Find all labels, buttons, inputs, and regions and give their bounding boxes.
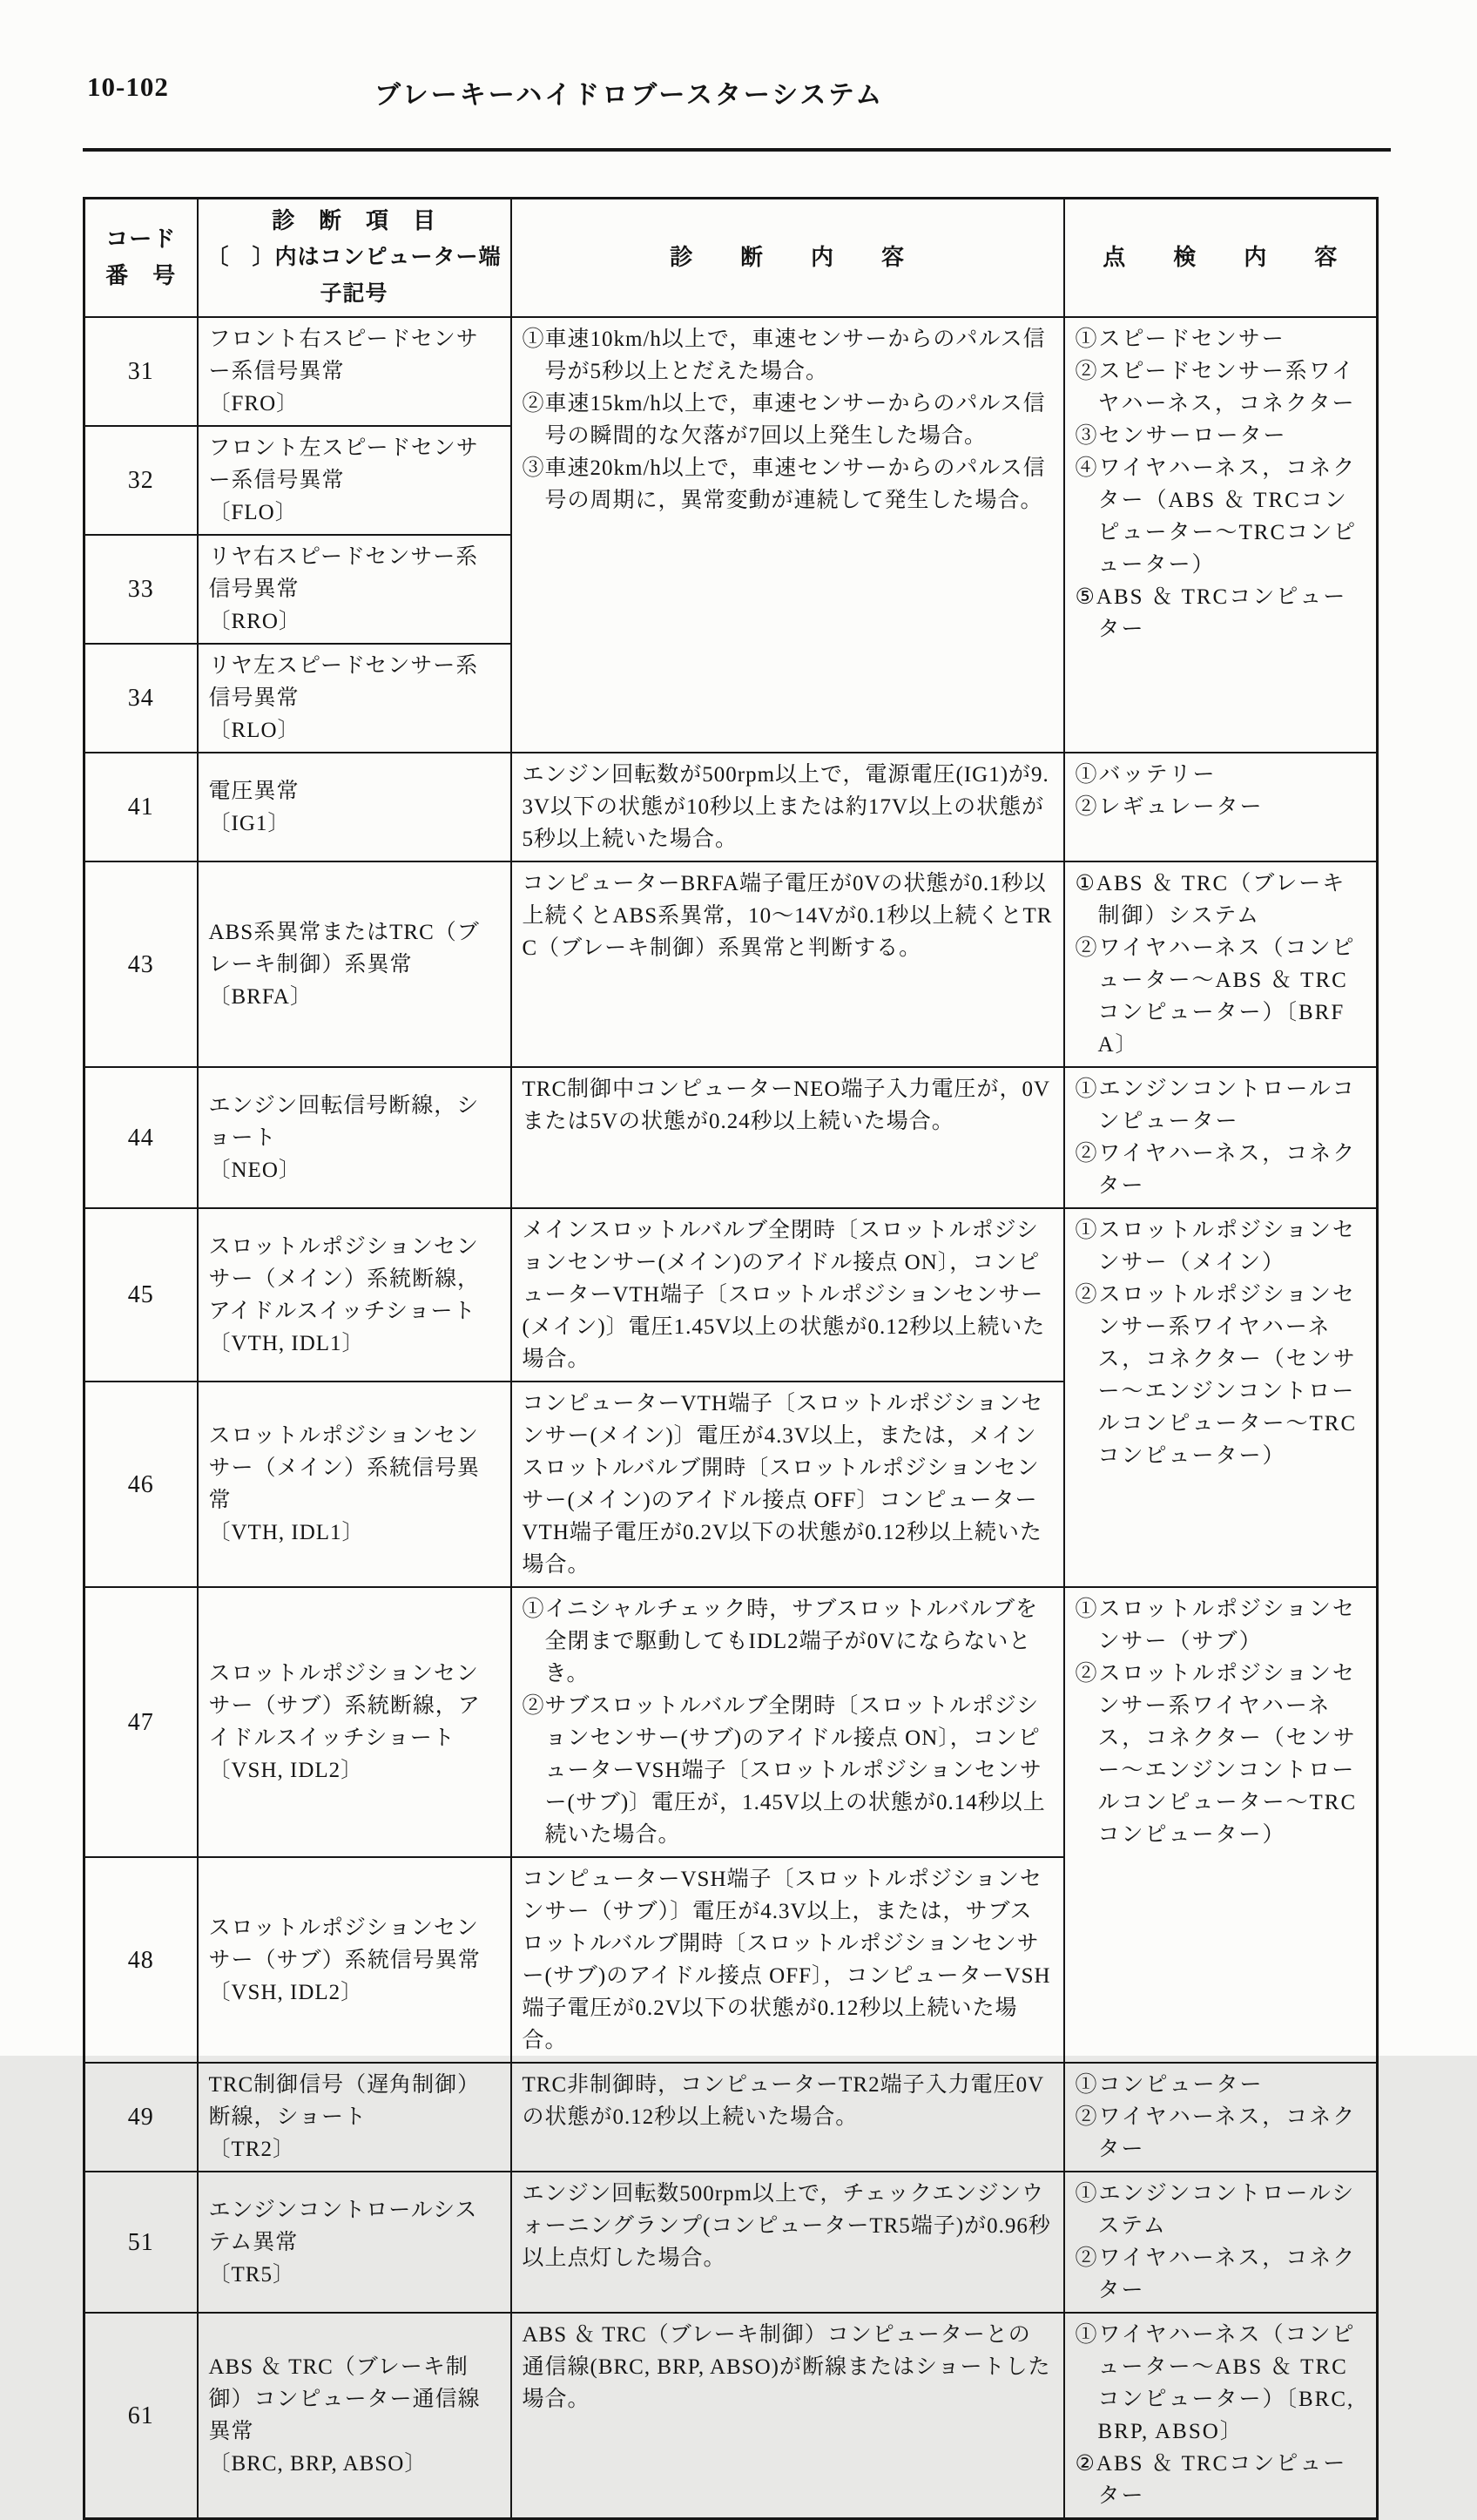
item-name: 電圧異常 [208,779,300,803]
inspection-item: ②ABS ＆ TRCコンピューター [1075,2452,1347,2508]
inspection-item: ①エンジンコントロールコンピューター [1075,1078,1356,1133]
col-header-item-line1: 診 断 項 目 [271,208,436,233]
table-header-row [84,199,1378,318]
item-cell-45 [198,1208,511,1382]
diagnosis-cell-43 [511,861,1064,1067]
diagnosis-item: ①イニシャルチェック時，サブスロットルバルブを全閉まで駆動してもIDL2端子が0Vにならないとき。 [522,1598,1039,1686]
code-cell-51: 51 [84,2172,198,2313]
item-name: フロント左スピードセンサー系信号異常 [208,436,479,492]
item-name: ABS系異常またはTRC（ブレーキ制御）系異常 [208,920,480,976]
diagnosis-cell-61 [511,2313,1064,2519]
header-rule [83,148,1391,152]
code-cell-49: 49 [84,2063,198,2172]
inspection-item: ①ワイヤハーネス（コンピューター～ABS ＆ TRCコンピューター）〔BRC, BRP, ABSO〕 [1075,2323,1356,2443]
table-row-49 [84,2063,1378,2172]
col-header-inspection-label: 点 検 内 容 [1103,245,1339,270]
code-cell-61: 61 [84,2313,198,2519]
item-cell-46 [198,1382,511,1587]
item-name: エンジン回転信号断線，ショート [208,1093,480,1150]
diagnosis-item: TRC制御中コンピューターNEO端子入力電圧が，0Vまたは5Vの状態が0.24秒以上続いた場合。 [522,1078,1051,1133]
inspection-item: ①エンジンコントロールシステム [1075,2182,1356,2238]
item-name: フロント右スピードセンサー系信号異常 [208,328,479,383]
diagnosis-cell-51 [511,2172,1064,2313]
code-cell-33: 33 [84,535,198,644]
diagnosis-cell-46 [511,1382,1064,1587]
item-terminal: 〔TR5〕 [208,2262,295,2287]
inspection-item: ③センサーローター [1075,424,1287,448]
inspection-cell-43 [1064,861,1378,1067]
table-row-47 [84,1587,1378,1857]
diagnosis-item: エンジン回転数が500rpm以上で，電源電圧(IG1)が9.3V以下の状態が10秒以上または約17V以上の状態が5秒以上続いた場合。 [522,763,1049,851]
inspection-item: ②ワイヤハーネス，コネクター [1075,1142,1357,1198]
inspection-item: ④ワイヤハーネス，コネクター（ABS ＆ TRCコンピューター～TRCコンピューター） [1075,456,1358,577]
table-row-44 [84,1067,1378,1208]
inspection-item: ②スロットルポジションセンサー系ワイヤハーネス，コネクター（センサー～エンジンコントロールコンピューター～TRC コンピューター） [1075,1283,1358,1468]
page-number: 10-102 [87,71,169,102]
item-cell-31 [198,317,511,426]
diagnosis-cell-31-34 [511,317,1064,753]
inspection-item: ①バッテリー [1075,763,1217,787]
inspection-cell-49 [1064,2063,1378,2172]
diagnosis-item: ②車速15km/h以上で，車速センサーからのパルス信号の瞬間的な欠落が7回以上発生した場合。 [522,392,1046,448]
inspection-item: ①ABS ＆ TRC（ブレーキ制御）システム [1075,872,1346,928]
item-name: リヤ左スピードセンサー系信号異常 [208,654,479,710]
item-name: スロットルポジションセンサー（サブ）系統断線，アイドルスイッチショート [208,1662,481,1750]
diagnosis-cell-47 [511,1587,1064,1857]
col-header-code-line1: コード [105,226,177,252]
item-terminal: 〔VSH, IDL2〕 [208,1980,364,2004]
item-terminal: 〔VSH, IDL2〕 [208,1759,364,1782]
table-row-61 [84,2313,1378,2519]
item-terminal: 〔BRC, BRP, ABSO〕 [208,2452,428,2476]
table-row-31 [84,317,1378,426]
inspection-cell-44 [1064,1067,1378,1208]
diagnosis-item: ABS ＆ TRC（ブレーキ制御）コンピューターとの通信線(BRC, BRP, ABSO)が断線またはショートした場合。 [522,2323,1051,2411]
item-cell-43 [198,861,511,1067]
item-name: ABS ＆ TRC（ブレーキ制御）コンピューター通信線異常 [208,2355,481,2443]
item-terminal: 〔VTH, IDL1〕 [208,1521,365,1544]
diagnosis-item: TRC非制御時，コンピューターTR2端子入力電圧0Vの状態が0.12秒以上続いた場合。 [522,2073,1045,2129]
item-terminal: 〔TR2〕 [208,2138,295,2161]
code-cell-48: 48 [84,1857,198,2063]
inspection-cell-61 [1064,2313,1378,2519]
diagnosis-item: ①車速10km/h以上で，車速センサーからのパルス信号が5秒以上とだえた場合。 [522,328,1046,383]
item-name: スロットルポジションセンサー（サブ）系統信号異常 [208,1915,481,1972]
inspection-cell-45-46 [1064,1208,1378,1587]
code-cell-32: 32 [84,426,198,535]
inspection-item: ②ワイヤハーネス，コネクター [1075,2246,1357,2302]
code-cell-43: 43 [84,861,198,1067]
diagnosis-item: コンピューターBRFA端子電圧が0Vの状態が0.1秒以上続くとABS系異常，10～14Vが0.1秒以上続くとTRC（ブレーキ制御）系異常と判断する。 [522,872,1053,960]
diagnosis-item: エンジン回転数500rpm以上で，チェックエンジンウォーニングランプ(コンピューターTR5端子)が0.96秒以上点灯した場合。 [522,2182,1051,2270]
table-row-41 [84,753,1378,861]
inspection-item: ①コンピューター [1075,2073,1264,2097]
diagnosis-item: ②サブスロットルバルブ全閉時〔スロットルポジションセンサー(サブ)のアイドル接点 ON〕，コンピューターVSH端子〔スロットルポジションセンサー(サブ)〕電圧が，1.45V以上の状態が0.14秒以上続いた場合。 [522,1694,1046,1847]
col-header-code-line2: 番 号 [105,263,177,288]
item-name: スロットルポジションセンサー（メイン）系統断線，アイドルスイッチショート [208,1234,481,1323]
item-name: リヤ右スピードセンサー系信号異常 [208,545,479,601]
item-cell-33 [198,535,511,644]
code-cell-44: 44 [84,1067,198,1208]
col-header-item [198,199,511,318]
code-cell-34: 34 [84,644,198,753]
col-header-inspection [1064,199,1378,318]
item-terminal: 〔FRO〕 [208,392,300,415]
inspection-item: ②レギュレーター [1075,795,1264,819]
table-row-51 [84,2172,1378,2313]
code-cell-46: 46 [84,1382,198,1587]
inspection-cell-41 [1064,753,1378,861]
item-terminal: 〔IG1〕 [208,811,291,835]
item-cell-47 [198,1587,511,1857]
item-terminal: 〔NEO〕 [208,1158,301,1182]
code-cell-45: 45 [84,1208,198,1382]
diagnosis-cell-45 [511,1208,1064,1382]
inspection-item: ⑤ABS ＆ TRCコンピューター [1075,585,1347,641]
inspection-cell-47-48 [1064,1587,1378,2063]
inspection-item: ①スロットルポジションセンサー（サブ） [1075,1598,1356,1653]
item-terminal: 〔FLO〕 [208,501,298,524]
item-cell-61 [198,2313,511,2519]
diagnosis-cell-41 [511,753,1064,861]
code-cell-41: 41 [84,753,198,861]
inspection-cell-51 [1064,2172,1378,2313]
inspection-item: ②スロットルポジションセンサー系ワイヤハーネス，コネクター（センサー～エンジンコントロールコンピューター～TRC コンピューター） [1075,1662,1358,1847]
item-cell-32 [198,426,511,535]
col-header-code [84,199,198,318]
item-name: TRC制御信号（遅角制御）断線，ショート [208,2073,481,2129]
item-terminal: 〔VTH, IDL1〕 [208,1331,365,1355]
col-header-item-line2: 〔 〕内はコンピューター端子記号 [206,246,502,306]
diagnosis-item: コンピューターVTH端子〔スロットルポジションセンサー(メイン)〕電圧が4.3V以上，または，メインスロットルバルブ開時〔スロットルポジションセンサー(メイン)のアイドル接点 OFF〕コンピューターVTH端子電圧が0.2V以下の状態が0.12秒以上続いた場合。 [522,1392,1044,1577]
item-cell-48 [198,1857,511,2063]
code-cell-31: 31 [84,317,198,426]
code-cell-47: 47 [84,1587,198,1857]
inspection-item: ②ワイヤハーネス，コネクター [1075,2105,1357,2161]
inspection-item: ②ワイヤハーネス（コンピューター～ABS ＆ TRCコンピューター）〔BRFA〕 [1075,936,1356,1057]
item-cell-41 [198,753,511,861]
table-row-43 [84,861,1378,1067]
diagnosis-cell-49 [511,2063,1064,2172]
item-cell-34 [198,644,511,753]
inspection-item: ①スロットルポジションセンサー（メイン） [1075,1219,1356,1274]
page-title: ブレーキーハイドロブースターシステム [374,81,885,110]
item-terminal: 〔RRO〕 [208,610,301,633]
inspection-item: ②スピードセンサー系ワイヤハーネス，コネクター [1075,360,1356,415]
item-terminal: 〔BRFA〕 [208,984,313,1009]
col-header-diagnosis-label: 診 断 内 容 [669,245,905,270]
col-header-diagnosis [511,199,1064,318]
table-row-45 [84,1208,1378,1382]
item-cell-49 [198,2063,511,2172]
diagnosis-cell-48 [511,1857,1064,2063]
item-name: スロットルポジションセンサー（メイン）系統信号異常 [208,1424,481,1512]
item-name: エンジンコントロールシステム異常 [208,2198,478,2254]
diagnostic-code-table [83,197,1379,2520]
item-terminal: 〔RLO〕 [208,719,300,742]
item-cell-51 [198,2172,511,2313]
inspection-cell-31-34 [1064,317,1378,753]
diagnosis-item: ③車速20km/h以上で，車速センサーからのパルス信号の周期に，異常変動が連続して発生した場合。 [522,456,1046,512]
diagnosis-cell-44 [511,1067,1064,1208]
diagnosis-item: コンピューターVSH端子〔スロットルポジションセンサー（サブ）〕電圧が4.3V以上，または，サブスロットルバルブ開時〔スロットルポジションセンサー(サブ)のアイドル接点 OFF〕，コンピューターVSH端子電圧が0.2V以下の状態が0.12秒以上続いた場合。 [522,1868,1051,2052]
item-cell-44 [198,1067,511,1208]
diagnosis-item: メインスロットルバルブ全閉時〔スロットルポジションセンサー(メイン)のアイドル接点 ON〕，コンピューターVTH端子〔スロットルポジションセンサー(メイン)〕電圧1.45V以上の状態が0.12秒以上続いた場合。 [522,1219,1046,1371]
inspection-item: ①スピードセンサー [1075,328,1285,351]
